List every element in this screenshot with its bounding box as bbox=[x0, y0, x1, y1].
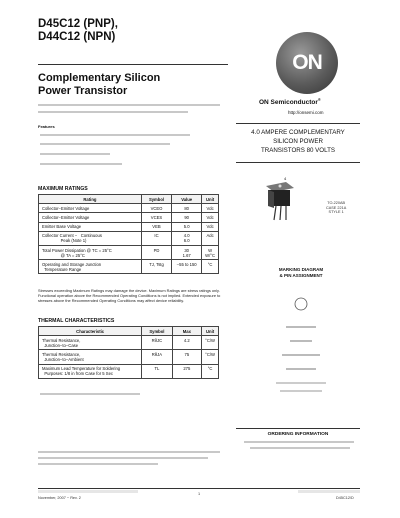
value-cell: 4.0 6.0 bbox=[172, 231, 202, 245]
symbol-cell: TL bbox=[142, 364, 172, 378]
pin-number: 4 bbox=[284, 176, 287, 181]
disclaimer-line bbox=[38, 457, 208, 459]
ordering-top-rule bbox=[236, 428, 360, 429]
features-heading: Features bbox=[38, 124, 55, 129]
header-rating: Rating bbox=[39, 195, 142, 204]
unit-cell: °C bbox=[202, 260, 219, 274]
unit-cell: °C/W bbox=[202, 350, 219, 364]
table-row bbox=[39, 231, 219, 245]
unit-cell: Vdc bbox=[202, 204, 219, 213]
package-line-2: CASE 221A bbox=[326, 205, 347, 210]
title-rule bbox=[38, 64, 228, 65]
symbol-cell: RθJA bbox=[142, 350, 172, 364]
thermal-table bbox=[38, 326, 219, 379]
footer-rule bbox=[38, 488, 360, 489]
package-line-3: STYLE 1 bbox=[328, 210, 344, 214]
rating-line-3: TRANSISTORS 80 VOLTS bbox=[260, 147, 336, 154]
subtitle-line-2: Power Transistor bbox=[38, 84, 128, 97]
on-semiconductor-logo bbox=[276, 32, 338, 94]
unit-cell: °C/W bbox=[202, 336, 219, 350]
characteristic-cell: Thermal Resistance, Junction−to−Ambient bbox=[39, 350, 142, 364]
header-unit: Unit bbox=[202, 195, 219, 204]
rating-cell: Collector Current − Continuous Peak (Note 1) bbox=[39, 231, 142, 245]
symbol-cell: TJ, Tstg bbox=[141, 260, 171, 274]
max-cell: 275 bbox=[172, 364, 202, 378]
document-title bbox=[38, 18, 118, 44]
feature-item bbox=[40, 143, 170, 145]
table-row bbox=[39, 222, 219, 231]
value-cell: −55 to 150 bbox=[172, 260, 202, 274]
rating-line-2: SILICON POWER bbox=[273, 138, 323, 145]
subtitle-line-1: Complementary Silicon bbox=[38, 72, 161, 84]
to220-package-icon bbox=[258, 180, 302, 222]
header-characteristic: Characteristic bbox=[39, 327, 142, 336]
rating-cell: Emitter Base Voltage bbox=[39, 222, 142, 231]
header-value: Value bbox=[172, 195, 202, 204]
title-line-2: D44C12 (NPN) bbox=[38, 31, 116, 43]
table-row bbox=[39, 213, 219, 222]
footer-copyright bbox=[38, 490, 138, 493]
disclaimer-line bbox=[38, 451, 220, 453]
thermal-title: THERMAL CHARACTERISTICS bbox=[38, 318, 115, 324]
marking-title-2: & PIN ASSIGNMENT bbox=[279, 273, 323, 278]
description-line bbox=[38, 111, 188, 113]
rating-box bbox=[236, 128, 360, 155]
marking-diagram-title bbox=[268, 267, 334, 279]
characteristic-cell: Thermal Resistance, Junction−to−Case bbox=[39, 336, 142, 350]
max-ratings-table bbox=[38, 194, 219, 274]
value-cell: 80 bbox=[172, 204, 202, 213]
rating-cell: Operating and Storage Junction Temperature Range bbox=[39, 260, 142, 274]
symbol-cell: IC bbox=[141, 231, 171, 245]
feature-item bbox=[40, 163, 122, 165]
table-row bbox=[39, 350, 219, 364]
table-row bbox=[39, 245, 219, 259]
brand-name bbox=[259, 97, 321, 106]
symbol-cell: VEB bbox=[141, 222, 171, 231]
header-unit: Unit bbox=[202, 327, 219, 336]
feature-item bbox=[40, 134, 190, 136]
registered-mark: ® bbox=[317, 97, 321, 102]
symbol-cell: RθJC bbox=[142, 336, 172, 350]
brand-name-text: ON Semiconductor bbox=[259, 99, 318, 107]
header-symbol: Symbol bbox=[141, 195, 171, 204]
rating-cell: Total Power Dissipation @ TC = 25°C @ TA = 25°C bbox=[39, 245, 142, 259]
disclaimer-line bbox=[38, 463, 158, 465]
marking-diagram bbox=[268, 284, 334, 404]
unit-cell: Vdc bbox=[202, 213, 219, 222]
unit-cell: Adc bbox=[202, 231, 219, 245]
logo-text: ON bbox=[292, 51, 322, 74]
rating-cell: Collector−Emitter Voltage bbox=[39, 204, 142, 213]
document-subtitle bbox=[38, 72, 160, 97]
rating-cell: Collector−Emitter Voltage bbox=[39, 213, 142, 222]
rating-line-1: 4.0 AMPERE COMPLEMENTARY bbox=[251, 129, 345, 136]
feature-item bbox=[40, 153, 110, 155]
brand-url[interactable]: http://onsemi.com bbox=[288, 110, 324, 115]
ordering-text-line bbox=[250, 447, 350, 449]
value-cell: 90 bbox=[172, 213, 202, 222]
footer-page-number: 1 bbox=[198, 492, 201, 496]
marking-title-1: MARKING DIAGRAM bbox=[278, 267, 324, 272]
max-cell: 75 bbox=[172, 350, 202, 364]
footnote-line bbox=[40, 393, 140, 395]
symbol-cell: PD bbox=[141, 245, 171, 259]
ordering-text-line bbox=[244, 441, 354, 443]
symbol-cell: VCES bbox=[141, 213, 171, 222]
table-row bbox=[39, 336, 219, 350]
rating-box-top-rule bbox=[236, 123, 360, 124]
table-row bbox=[39, 204, 219, 213]
table-row bbox=[39, 260, 219, 274]
footer-publication-number: D45C12/D bbox=[336, 496, 354, 500]
header-symbol: Symbol bbox=[142, 327, 172, 336]
package-line-1: TO-220AB bbox=[327, 201, 346, 205]
description-line bbox=[38, 104, 220, 106]
symbol-cell: VCEO bbox=[141, 204, 171, 213]
characteristic-cell: Maximum Lead Temperature for Soldering Purposes: 1/8 in from Case for 5 Sec bbox=[39, 364, 142, 378]
footer-pub-label bbox=[298, 490, 360, 493]
unit-cell: °C bbox=[202, 364, 219, 378]
footer-date: November, 2007 − Rev. 2 bbox=[38, 496, 81, 500]
table-row bbox=[39, 364, 219, 378]
value-cell: 30 1.67 bbox=[172, 245, 202, 259]
max-ratings-title: MAXIMUM RATINGS bbox=[38, 186, 88, 192]
ordering-title: ORDERING INFORMATION bbox=[267, 432, 329, 437]
title-line-1: D45C12 (PNP), bbox=[38, 18, 118, 30]
rating-box-bottom-rule bbox=[236, 162, 360, 163]
max-ratings-note: Stresses exceeding Maximum Ratings may damage the device. Maximum Ratings are stress ratings only. Functional operation above the Recommended Operating Conditions is not implied. Extended exposure to stresses above the Recommended Operating Conditions may affect device reliability. bbox=[38, 288, 221, 303]
unit-cell: W W/°C bbox=[202, 245, 219, 259]
unit-cell: Vdc bbox=[202, 222, 219, 231]
value-cell: 5.0 bbox=[172, 222, 202, 231]
package-label bbox=[326, 201, 346, 215]
header-max: Max bbox=[172, 327, 202, 336]
max-cell: 4.2 bbox=[172, 336, 202, 350]
